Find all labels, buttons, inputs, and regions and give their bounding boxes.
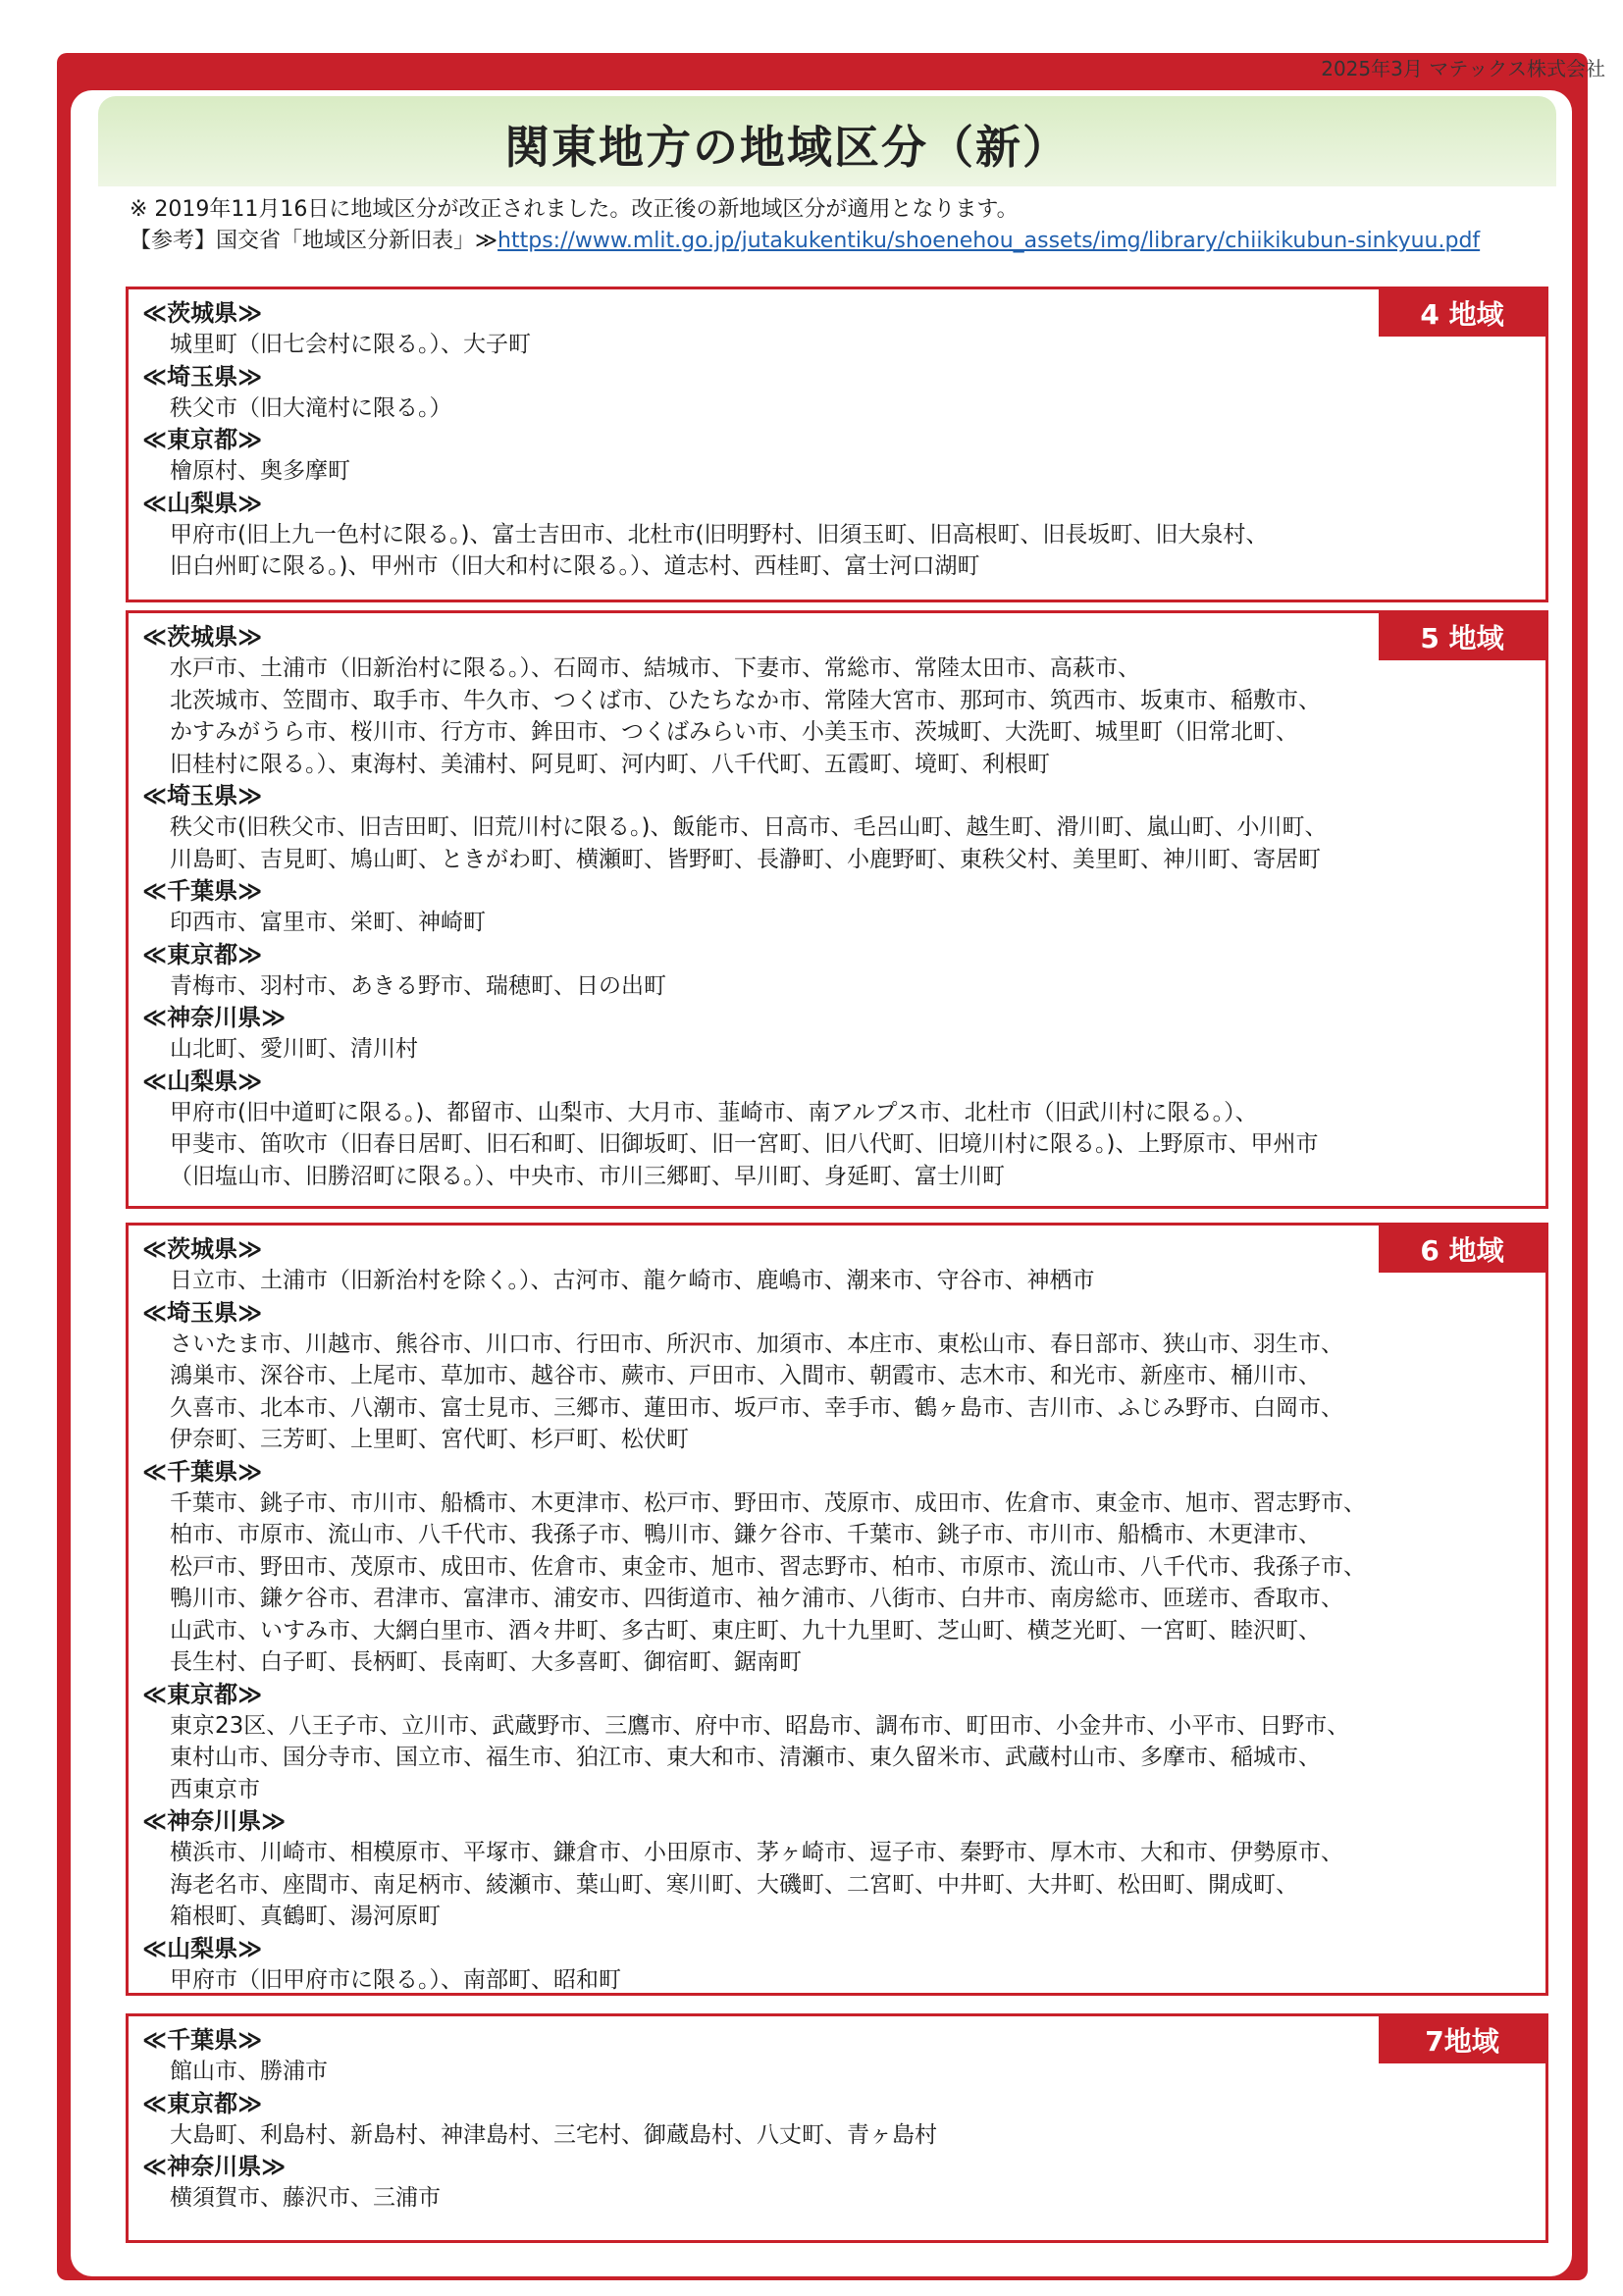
prefecture-name: ≪埼玉県≫	[142, 782, 263, 809]
municipality-list: 横須賀市、藤沢市、三浦市	[170, 2185, 441, 2211]
prefecture-name: ≪山梨県≫	[142, 489, 263, 517]
prefecture-name: ≪東京都≫	[142, 426, 263, 453]
page-title: 関東地方の地域区分（新）	[504, 121, 1070, 174]
zone-badge: 7地域	[1379, 2016, 1545, 2063]
municipality-list: 水戸市、土浦市（旧新治村に限る。）、石岡市、結城市、下妻市、常総市、常陸太田市、高萩市、 北茨城市、笠間市、取手市、牛久市、つくば市、ひたちなか市、常陸大宮市、那珂市、筑西市、坂東市、稲敷市、 かすみがうら市、桜川市、行方市、鉾田市、つくばみらい市、小美玉市、茨城町、大洗町、城里町（旧常北町、 旧桂村に限る。）、東海村、美浦村、阿見町、河内町、八千代町、五霞町、境町、利根町	[170, 655, 1321, 777]
prefecture-block	[129, 488, 1545, 583]
prefecture-block	[129, 1456, 1545, 1679]
prefecture-block	[129, 780, 1545, 875]
prefecture-name: ≪東京都≫	[142, 940, 263, 968]
municipality-list: 甲府市（旧甲府市に限る。）、南部町、昭和町	[170, 1966, 621, 1993]
prefecture-block	[129, 297, 1545, 361]
zone-7-box	[126, 2013, 1548, 2243]
municipality-list: 城里町（旧七会村に限る。）、大子町	[170, 332, 531, 357]
zone-5-box	[126, 610, 1548, 1209]
zone-badge: 5 地域	[1379, 613, 1545, 660]
prefecture-block	[129, 361, 1545, 425]
zone-6-box	[126, 1223, 1548, 1996]
municipality-list: さいたま市、川越市、熊谷市、川口市、行田市、所沢市、加須市、本庄市、東松山市、春日部市、狭山市、羽生市、 鴻巣市、深谷市、上尾市、草加市、越谷市、蕨市、戸田市、入間市、朝霞市、志木市、和光市、新座市、桶川市、 久喜市、北本市、八潮市、富士見市、三郷市、蓮田市、坂戸市、幸手市、鶴ヶ島市、吉川市、ふじみ野市、白岡市、 伊奈町、三芳町、上里町、宮代町、杉戸町、松伏町	[170, 1331, 1343, 1452]
municipality-list: 横浜市、川崎市、相模原市、平塚市、鎌倉市、小田原市、茅ヶ崎市、逗子市、秦野市、厚木市、大和市、伊勢原市、 海老名市、座間市、南足柄市、綾瀬市、葉山町、寒川町、大磯町、二宮町、中井町、大井町、松田町、開成町、 箱根町、真鶴町、湯河原町	[170, 1840, 1343, 1929]
prefecture-name: ≪千葉県≫	[142, 2026, 263, 2054]
municipality-list: 甲府市(旧上九一色村に限る。)、富士吉田市、北杜市(旧明野村、旧須玉町、旧高根町、旧長坂町、旧大泉村、 旧白州町に限る。)、甲州市（旧大和村に限る。）、道志村、西桂町、富士河口湖町	[170, 521, 1269, 579]
zone-4-box	[126, 287, 1548, 602]
municipality-list: 甲府市(旧中道町に限る。)、都留市、山梨市、大月市、韮崎市、南アルプス市、北杜市（旧武川村に限る。）、 甲斐市、笛吹市（旧春日居町、旧石和町、旧御坂町、旧一宮町、旧八代町、旧境川村に限る。)、上野原市、甲州市 （旧塩山市、旧勝沼町に限る。）、中央市、市川三郷町、早川町、身延町、富士川町	[170, 1099, 1319, 1189]
zone-content	[129, 1226, 1545, 1996]
prefecture-name: ≪千葉県≫	[142, 877, 263, 905]
municipality-list: 大島町、利島村、新島村、神津島村、三宅村、御蔵島村、八丈町、青ヶ島村	[170, 2121, 937, 2148]
prefecture-block	[129, 1679, 1545, 1806]
municipality-list: 日立市、土浦市（旧新治村を除く。）、古河市、龍ケ崎市、鹿嶋市、潮来市、守谷市、神栖市	[170, 1268, 1095, 1293]
municipality-list: 檜原村、奥多摩町	[170, 458, 350, 484]
prefecture-name: ≪神奈川県≫	[142, 2153, 287, 2180]
reference-link[interactable]: https://www.mlit.go.jp/jutakukentiku/shoenehou_assets/img/library/chiikikubun-sinkyuu.pdf	[497, 229, 1481, 253]
prefecture-name: ≪埼玉県≫	[142, 362, 263, 391]
zone-content	[129, 613, 1545, 1192]
reference-note	[130, 226, 1480, 257]
prefecture-name: ≪埼玉県≫	[142, 1298, 263, 1327]
zone-content	[129, 2016, 1545, 2215]
zone-badge: 4 地域	[1379, 289, 1545, 337]
prefecture-name: ≪千葉県≫	[142, 1457, 263, 1486]
municipality-list: 館山市、勝浦市	[170, 2059, 328, 2084]
prefecture-block	[129, 2088, 1545, 2152]
zone-badge: 6 地域	[1379, 1226, 1545, 1273]
prefecture-name: ≪山梨県≫	[142, 1067, 263, 1095]
prefecture-block	[129, 2024, 1545, 2088]
prefecture-block	[129, 1933, 1545, 1997]
municipality-list: 青梅市、羽村市、あきる野市、瑞穂町、日の出町	[170, 972, 666, 999]
prefecture-block	[129, 1297, 1545, 1456]
municipality-list: 印西市、富里市、栄町、神崎町	[170, 910, 486, 935]
prefecture-block	[129, 875, 1545, 939]
municipality-list: 秩父市（旧大滝村に限る。）	[170, 394, 452, 421]
prefecture-block	[129, 621, 1545, 780]
reference-label: 【参考】国交省「地域区分新旧表」≫	[130, 229, 498, 253]
prefecture-block	[129, 1805, 1545, 1933]
notes	[130, 194, 1480, 257]
prefecture-block	[129, 1066, 1545, 1193]
prefecture-name: ≪神奈川県≫	[142, 1807, 287, 1835]
prefecture-name: ≪茨城県≫	[142, 299, 263, 327]
prefecture-block	[129, 1002, 1545, 1066]
prefecture-block	[129, 424, 1545, 488]
municipality-list: 秩父市(旧秩父市、旧吉田町、旧荒川村に限る。)、飯能市、日高市、毛呂山町、越生町、滑川町、嵐山町、小川町、 川島町、吉見町、鳩山町、ときがわ町、横瀬町、皆野町、長瀞町、小鹿野町、東秩父村、美里町、神川町、寄居町	[170, 814, 1328, 872]
zone-content	[129, 289, 1545, 583]
date-company: 2025年3月 マテックス株式会社	[1321, 57, 1605, 80]
prefecture-name: ≪茨城県≫	[142, 623, 263, 651]
prefecture-block	[129, 2151, 1545, 2215]
prefecture-name: ≪東京都≫	[142, 1680, 263, 1708]
municipality-list: 千葉市、銚子市、市川市、船橋市、木更津市、松戸市、野田市、茂原市、成田市、佐倉市、東金市、旭市、習志野市、 柏市、市原市、流山市、八千代市、我孫子市、鴨川市、鎌ケ谷市、千葉市、銚子市、市川市、船橋市、木更津市、 松戸市、野田市、茂原市、成田市、佐倉市、東金市、旭市、習志野市、柏市、市原市、流山市、八千代市、我孫子市、 鴨川市、鎌ケ谷市、君津市、富津市、浦安市、四街道市、袖ケ浦市、八街市、白井市、南房総市、匝瑳市、香取市、 山武市、いすみ市、大網白里市、酒々井町、多古町、東庄町、九十九里町、芝山町、横芝光町、一宮町、睦沢町、 長生村、白子町、長柄町、長南町、大多喜町、御宿町、鋸南町	[170, 1489, 1366, 1675]
prefecture-name: ≪神奈川県≫	[142, 1004, 287, 1031]
prefecture-block	[129, 939, 1545, 1003]
prefecture-name: ≪東京都≫	[142, 2089, 263, 2117]
municipality-list: 東京23区、八王子市、立川市、武蔵野市、三鷹市、府中市、昭島市、調布市、町田市、小金井市、小平市、日野市、 東村山市、国分寺市、国立市、福生市、狛江市、東大和市、清瀬市、東久留米市、武蔵村山市、多摩市、稲城市、 西東京市	[170, 1712, 1350, 1802]
revision-note: ※ 2019年11月16日に地域区分が改正されました。改正後の新地域区分が適用となります。	[130, 197, 1019, 222]
municipality-list: 山北町、愛川町、清川村	[170, 1036, 418, 1062]
prefecture-name: ≪茨城県≫	[142, 1235, 263, 1263]
prefecture-name: ≪山梨県≫	[142, 1934, 263, 1962]
prefecture-block	[129, 1233, 1545, 1297]
